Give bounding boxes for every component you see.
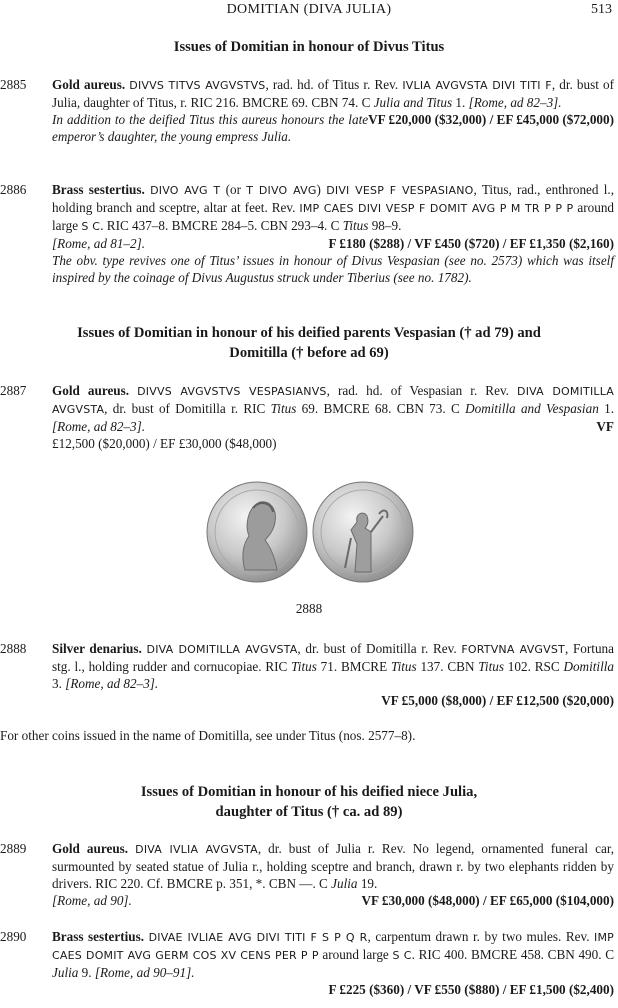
entry-note: The obv. type revives one of Titus’ issues in honour of Divus Vespasian (see no. 2573) which was itself inspired by the coinage of Divus Augustus struck under Tiberius (see no. 1782).	[52, 253, 614, 285]
description-text: , dr. bust of Domitilla r. Rev.	[297, 641, 462, 656]
description-text: . RIC 437–8. BMCRE 284–5. CBN 293–4. C	[100, 218, 343, 233]
reference-title: Titus	[270, 401, 297, 416]
obverse-legend: DIVA DOMITILLA AVGVSTA	[146, 643, 298, 656]
figure-caption: 2888	[295, 601, 323, 616]
section-heading-line: Domitilla († before ad 69)	[229, 345, 389, 361]
description-text: , rad. hd. of Vespasian r. Rev.	[326, 383, 518, 398]
entry-body	[52, 840, 614, 909]
reference-title: Domitilla and Vespasian	[465, 401, 599, 416]
entry-body	[52, 76, 614, 145]
entry-number: 2886	[0, 182, 27, 197]
section-heading-line: Issues of Domitian in honour of his deified parents Vespasian († ad 79) and	[77, 325, 541, 341]
reference-title: Julia	[52, 965, 79, 980]
description-text: around large	[318, 947, 393, 962]
denomination: Gold aureus.	[52, 841, 129, 856]
obverse-legend-continued: DIVI VESP F VESPASIANO	[326, 184, 474, 197]
coin-obverse	[207, 482, 307, 582]
entry-number: 2890	[0, 929, 27, 944]
description-text: 102. RSC	[503, 659, 564, 674]
reverse-legend: FORTVNA AVGVST	[461, 643, 565, 656]
coin-reverse	[313, 482, 413, 582]
description-text: , rad. hd. of Titus r. Rev.	[265, 77, 403, 92]
reference-title: Titus	[342, 218, 369, 233]
reference-title: Titus	[390, 659, 417, 674]
description-text: around large	[52, 200, 615, 233]
entry-number: 2889	[0, 841, 27, 856]
sc-mark: S C	[81, 220, 101, 233]
section-heading-divus-titus: Issues of Domitian in honour of Divus Titus	[173, 39, 445, 55]
mint-date: [Rome, ad 90–91].	[94, 965, 195, 980]
description-text: 98–9.	[368, 218, 402, 233]
price-valuation: F £225 ($360) / VF £550 ($880) / EF £1,500 ($2,400)	[328, 982, 614, 997]
description-text: 1.	[452, 95, 469, 110]
catalogue-entry-2888	[0, 640, 618, 709]
description-text: , Fortuna stg. l., holding rudder and cornucopiae. RIC	[52, 641, 614, 674]
running-head	[0, 1, 618, 21]
mint-date: [Rome, ad 82–3].	[65, 676, 159, 691]
obverse-legend: DIVO AVG T	[150, 184, 221, 197]
catalogue-entry-2887	[0, 382, 618, 452]
price-valuation: VF £5,000 ($8,000) / EF £12,500 ($20,000)	[381, 693, 614, 708]
description-text: , dr. bust of Julia, daughter of Titus, r. RIC 216. BMCRE 69. CBN 74. C	[52, 77, 615, 110]
description-text: 3.	[52, 676, 66, 691]
obverse-legend-variant: T DIVO AVG	[246, 184, 317, 197]
entry-number: 2887	[0, 383, 27, 398]
reference-title: Domitilla	[563, 659, 614, 674]
section-heading-vespasian-domitilla	[0, 323, 618, 363]
page-number: 513	[591, 2, 612, 17]
reference-title: Titus	[478, 659, 504, 674]
price-valuation: VF £30,000 ($48,000) / EF £65,000 ($104,000)	[361, 893, 614, 908]
mint-date: [Rome, ad 82–3].	[52, 419, 146, 434]
mint-date: [Rome, ad 81–2].	[52, 236, 146, 251]
catalogue-entry-2885	[0, 76, 618, 145]
reference-title: Titus	[291, 659, 317, 674]
description-text: 71. BMCRE	[316, 659, 391, 674]
entry-body	[52, 928, 614, 998]
description-text: 137. CBN	[416, 659, 479, 674]
obverse-legend: DIVVS TITVS AVGVSTVS	[129, 79, 266, 92]
description-text: , dr. bust of Julia r. Rev. No legend, ornamented funeral car, surmounted by seated statue of Julia r., holding sceptre and branch, drawn r. by two elephants ridden by drivers. RIC 220. Cf. BMCRE p. 351, *. CBN —. C	[52, 841, 615, 891]
description-text: . RIC 400. BMCRE 458. CBN 490. C	[411, 947, 615, 962]
cross-reference-note: For other coins issued in the name of Domitilla, see under Titus (nos. 2577–8).	[0, 728, 416, 743]
reverse-legend: IVLIA AVGVSTA DIVI TITI F	[402, 79, 552, 92]
mint-date: [Rome, ad 82–3].	[468, 95, 562, 110]
entry-body	[52, 640, 614, 709]
description-text: 9.	[78, 965, 95, 980]
price-valuation: F £180 ($288) / VF £450 ($720) / EF £1,350 ($2,160)	[328, 236, 614, 251]
sc-mark: S C	[392, 949, 412, 962]
description-text: , dr. bust of Domitilla r. RIC	[104, 401, 271, 416]
price-grade: VF	[596, 419, 614, 434]
reverse-legend: DIVA DOMITILLA AVGVSTA	[52, 385, 615, 416]
catalogue-entry-2890	[0, 928, 618, 998]
denomination: Gold aureus.	[52, 383, 130, 398]
catalogue-entry-2886	[0, 181, 618, 286]
description-text: )	[316, 182, 327, 197]
reference-title: Julia and Titus	[373, 95, 453, 110]
description-text: 19.	[357, 876, 378, 891]
obverse-legend: DIVA IVLIA AVGVSTA	[135, 843, 258, 856]
description-text: 69. BMCRE 68. CBN 73. C	[296, 401, 466, 416]
section-heading-line: daughter of Titus († ca. ad 89)	[215, 804, 403, 820]
section-heading-diva-julia	[0, 782, 618, 822]
reverse-legend: IMP CAES DIVI VESP F DOMIT AVG P M TR P P P	[299, 202, 574, 215]
price-valuation: VF £20,000 ($32,000) / EF £45,000 ($72,000)	[368, 112, 614, 127]
obverse-legend: DIVVS AVGVSTVS VESPASIANVS	[137, 385, 327, 398]
price-valuation: £12,500 ($20,000) / EF £30,000 ($48,000)	[52, 436, 277, 451]
obverse-legend: DIVAE IVLIAE AVG DIVI TITI F S P Q R	[148, 931, 368, 944]
denomination: Gold aureus.	[52, 77, 126, 92]
entry-number: 2888	[0, 641, 27, 656]
description-text: (or	[220, 182, 247, 197]
denomination: Brass sestertius.	[52, 182, 145, 197]
entry-body	[52, 382, 614, 452]
mint-date: [Rome, ad 90].	[52, 893, 132, 908]
catalogue-entry-2889	[0, 840, 618, 909]
section-heading-line: Issues of Domitian in honour of his deified niece Julia,	[140, 784, 478, 800]
entry-body	[52, 181, 614, 286]
reverse-legend: IMP CAES DOMIT AVG GERM COS XV CENS PER P P	[52, 931, 614, 962]
description-text: , Titus, rad., enthroned l., holding branch and sceptre, altar at feet. Rev.	[52, 182, 615, 215]
reference-title: Julia	[331, 876, 358, 891]
denomination: Brass sestertius.	[52, 929, 145, 944]
description-text: , carpentum drawn r. by two mules. Rev.	[367, 929, 595, 944]
entry-number: 2885	[0, 77, 27, 92]
running-head-title: DOMITIAN (DIVA JULIA)	[226, 2, 392, 17]
coin-photograph-2888	[205, 478, 415, 586]
entry-note: In addition to the deified Titus this aureus honours the late emperor’s daughter, the young empress Julia.	[52, 112, 369, 144]
description-text: 1.	[598, 401, 614, 416]
denomination: Silver denarius.	[52, 641, 142, 656]
